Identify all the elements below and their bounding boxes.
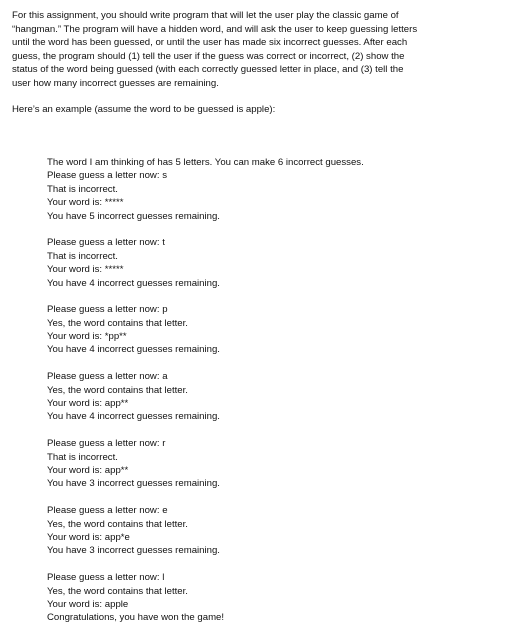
transcript-line: Please guess a letter now: r xyxy=(47,438,166,450)
transcript-line: Yes, the word contains that letter. xyxy=(47,585,188,597)
transcript-line: You have 5 incorrect guesses remaining. xyxy=(47,210,220,222)
transcript-line: Yes, the word contains that letter. xyxy=(47,317,188,329)
blank-line xyxy=(47,357,467,370)
example-transcript xyxy=(47,156,467,625)
description-line: user how many incorrect guesses are remaining. xyxy=(12,77,219,89)
transcript-line: Your word is: app** xyxy=(47,464,129,476)
transcript-line: That is incorrect. xyxy=(47,451,118,463)
transcript-line: That is incorrect. xyxy=(47,250,118,262)
blank-line xyxy=(47,491,467,504)
transcript-line: You have 3 incorrect guesses remaining. xyxy=(47,545,220,557)
transcript-line: Please guess a letter now: t xyxy=(47,237,165,249)
transcript-line: Your word is: ***** xyxy=(47,264,124,276)
blank-line xyxy=(47,290,467,303)
transcript-line: Your word is: app** xyxy=(47,398,129,410)
description-line: guess, the program should (1) tell the user if the guess was correct or incorrect, (2) show the xyxy=(12,50,405,62)
transcript-line: Please guess a letter now: e xyxy=(47,505,168,517)
description-line: status of the word being guessed (with each correctly guessed letter in place, and (3) tell the xyxy=(12,64,404,76)
blank-line xyxy=(47,424,467,437)
transcript-line: Please guess a letter now: a xyxy=(47,371,168,383)
description-line: until the word has been guessed, or until the user has made six incorrect guesses. After each xyxy=(12,37,408,49)
example-heading: Here’s an example (assume the word to be guessed is apple): xyxy=(12,104,276,115)
blank-line xyxy=(47,558,467,571)
transcript-line: That is incorrect. xyxy=(47,183,118,195)
assignment-description xyxy=(12,9,442,91)
transcript-line: Please guess a letter now: l xyxy=(47,572,165,584)
transcript-line: Your word is: ***** xyxy=(47,197,124,209)
transcript-line: Your word is: app*e xyxy=(47,531,130,543)
transcript-line: Please guess a letter now: s xyxy=(47,170,167,182)
transcript-line: Yes, the word contains that letter. xyxy=(47,384,188,396)
transcript-line: Your word is: apple xyxy=(47,598,129,610)
description-line: “hangman.” The program will have a hidden word, and will ask the user to keep guessing letters xyxy=(12,23,418,35)
description-line: For this assignment, you should write program that will let the user play the classic game of xyxy=(12,10,399,21)
transcript-line: You have 3 incorrect guesses remaining. xyxy=(47,478,220,490)
transcript-line: Please guess a letter now: p xyxy=(47,304,168,316)
transcript-line: Yes, the word contains that letter. xyxy=(47,518,188,530)
transcript-line: Your word is: *pp** xyxy=(47,331,127,343)
transcript-line: You have 4 incorrect guesses remaining. xyxy=(47,344,220,356)
transcript-line: Congratulations, you have won the game! xyxy=(47,612,225,624)
blank-line xyxy=(47,223,467,236)
transcript-line: You have 4 incorrect guesses remaining. xyxy=(47,411,220,423)
transcript-opening-line: The word I am thinking of has 5 letters. You can make 6 incorrect guesses. xyxy=(47,157,364,168)
transcript-line: You have 4 incorrect guesses remaining. xyxy=(47,277,220,289)
